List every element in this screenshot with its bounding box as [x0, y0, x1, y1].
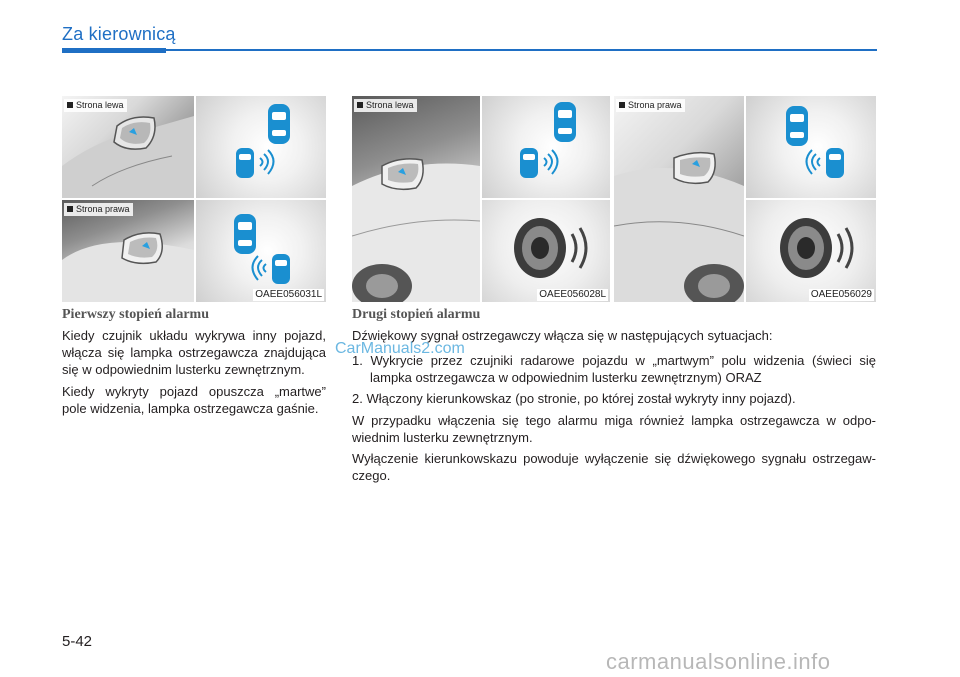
sound-wave-icon	[572, 228, 586, 268]
list-item-1: 1. Wykrycie przez czujniki radarowe pojazdu w „martwym” polu widzenia (świeci się lampka ostrzegawcza w odpowiednim lusterku zewnętrznym) ORAZ	[352, 353, 876, 385]
page-number: 5-42	[62, 633, 93, 650]
scene-left-side	[196, 96, 326, 198]
label-right-side: Strona prawa	[628, 100, 682, 110]
sound-wave-icon	[253, 256, 267, 280]
speaker-panel	[746, 200, 876, 302]
figure-code: OAEE056029	[810, 289, 872, 300]
scene-right-side	[746, 96, 876, 198]
sound-wave-icon	[544, 150, 558, 174]
speaker-icon	[482, 200, 610, 302]
figure-code: OAEE056031L	[255, 289, 322, 300]
label-left-side: Strona lewa	[366, 100, 414, 110]
sound-wave-icon	[260, 150, 274, 174]
mirror-icon	[352, 96, 480, 302]
car-side-photo-right	[614, 96, 744, 302]
section2-heading: Drugi stopień alarmu	[352, 307, 481, 322]
section2-paragraph4: Wyłączenie kierunkowskazu powoduje wyłączenie się dźwiękowego sygnału ostrzegaw- czego.	[352, 451, 876, 483]
section1-heading: Pierwszy stopień alarmu	[62, 307, 209, 322]
speaker-panel	[482, 200, 610, 302]
section2-paragraph3: W przypadku włączenia się tego alarmu miga również lampka ostrzegawcza w odpo- wiednim lusterku zewnętrznym.	[352, 413, 876, 445]
car-side-photo-left	[352, 96, 480, 302]
header-rule	[62, 49, 877, 51]
car-top-icon	[196, 200, 326, 302]
section1-paragraph1: Kiedy czujnik układu wykrywa inny pojazd, włącza się lampka ostrzegawcza znajdująca się w odpowiednim lusterku zewnętrznym.	[62, 328, 326, 377]
scene-right-side	[196, 200, 326, 302]
watermark: CarManuals2.com	[335, 340, 465, 357]
mirror-photo-right	[62, 200, 194, 302]
car-top-icon	[746, 96, 876, 198]
label-left-side: Strona lewa	[76, 100, 124, 110]
car-top-icon	[196, 96, 326, 198]
footer-site-link[interactable]: carmanualsonline.info	[606, 649, 831, 674]
mirror-photo-left	[62, 96, 194, 198]
section2-intro: Dźwiękowy sygnał ostrzegawczy włącza się w następujących sytuacjach:	[352, 328, 773, 343]
label-right-side: Strona prawa	[76, 204, 130, 214]
sound-wave-icon	[807, 150, 821, 174]
list-item-2: 2. Włączony kierunkowskaz (po stronie, po której został wykryty inny pojazd).	[352, 391, 796, 406]
section-title: Za kierownicą	[62, 24, 176, 44]
figure-code: OAEE056028L	[539, 289, 606, 300]
header-rule-accent	[62, 48, 166, 53]
speaker-icon	[746, 200, 876, 302]
mirror-icon	[614, 96, 744, 302]
car-top-icon	[482, 96, 610, 198]
sound-wave-icon	[838, 228, 852, 268]
section1-paragraph2: Kiedy wykryty pojazd opuszcza „martwe” pole widzenia, lampka ostrzegawcza gaśnie.	[62, 384, 326, 416]
scene-left-side	[482, 96, 610, 198]
